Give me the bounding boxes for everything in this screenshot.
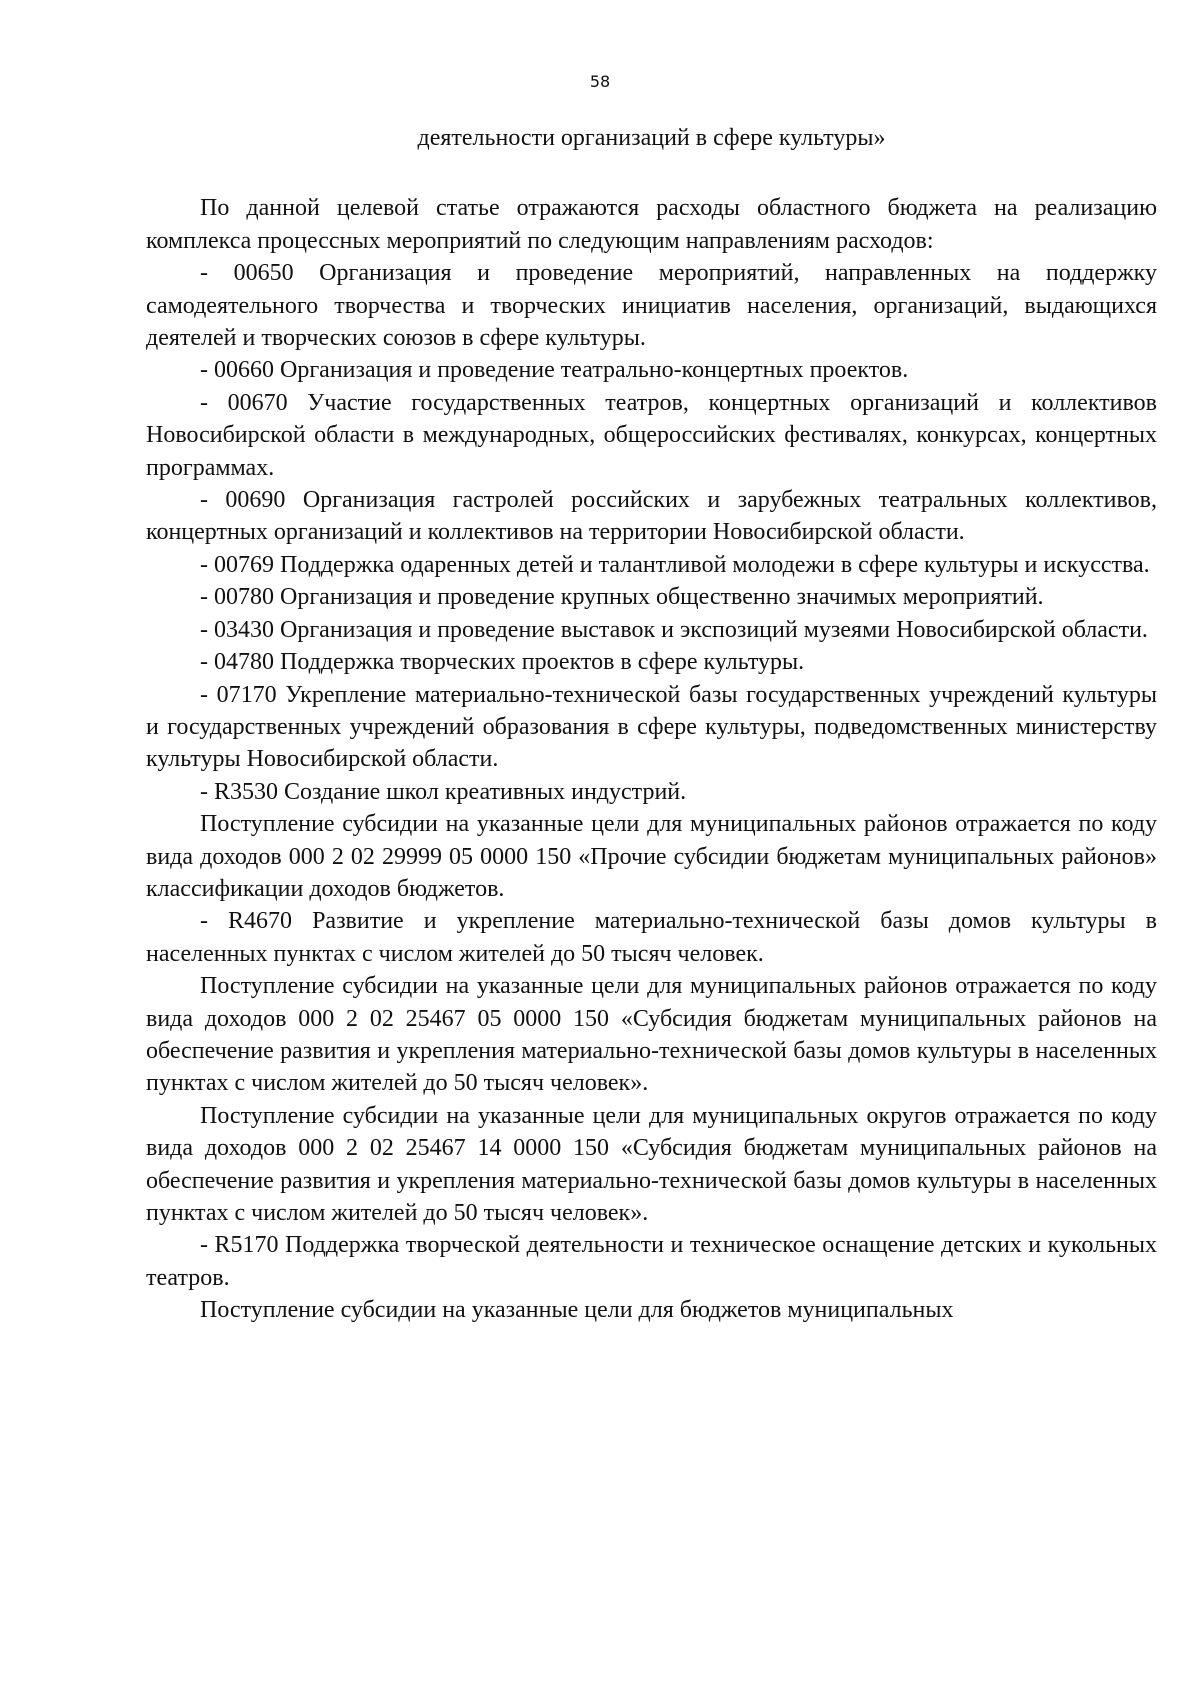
section-heading: деятельности организаций в сфере культуры» [417, 125, 886, 151]
expense-item-00769: - 00769 Поддержка одаренных детей и талантливой молодежи в сфере культуры и искусства. [200, 551, 1150, 578]
page-number: 58 [589, 72, 611, 91]
subsidy-note-r5170: Поступление субсидии на указанные цели для бюджетов муниципальных [200, 1297, 954, 1324]
intro-paragraph: По данной целевой статье отражаются расходы областного бюджета на реализацию комплекса процессных мероприятий по следующим направлениям расходов: [146, 195, 1157, 254]
expense-item-r5170: - R5170 Поддержка творческой деятельности и техническое оснащение детских и кукольных театров. [146, 1232, 1157, 1291]
subsidy-note-r4670-districts: Поступление субсидии на указанные цели для муниципальных районов отражается по коду вида доходов 000 2 02 25467 05 0000 150 «Субсидия бюджетам муниципальных районов на обеспечение развития и укрепления материально-технической базы домов культуры в населенных пунктах с числом жителей до 50 тысяч человек». [146, 973, 1157, 1097]
expense-item-r4670: - R4670 Развитие и укрепление материально-технической базы домов культуры в населенных пунктах с числом жителей до 50 тысяч человек. [146, 908, 1157, 967]
expense-item-00780: - 00780 Организация и проведение крупных общественно значимых мероприятий. [200, 584, 1044, 611]
subsidy-note-r4670-okrugs: Поступление субсидии на указанные цели для муниципальных округов отражается по коду вида доходов 000 2 02 25467 14 0000 150 «Субсидия бюджетам муниципальных районов на обеспечение развития и укрепления материально-технической базы домов культуры в населенных пунктах с числом жителей до 50 тысяч человек». [146, 1102, 1157, 1226]
expense-item-03430: - 03430 Организация и проведение выставок и экспозиций музеями Новосибирской области. [200, 616, 1148, 643]
expense-item-00650: - 00650 Организация и проведение мероприятий, направленных на поддержку самодеятельного творчества и творческих инициатив населения, организаций, выдающихся деятелей и творческих союзов в сфере культуры. [146, 260, 1157, 352]
expense-item-00670: - 00670 Участие государственных театров, концертных организаций и коллективов Новосибирской области в международных, общероссийских фестивалях, конкурсах, концертных программах. [146, 389, 1157, 481]
subsidy-note-r3530: Поступление субсидии на указанные цели для муниципальных районов отражается по коду вида доходов 000 2 02 29999 05 0000 150 «Прочие субсидии бюджетам муниципальных районов» классификации доходов бюджетов. [146, 811, 1157, 902]
expense-item-r3530: - R3530 Создание школ креативных индустрий. [200, 778, 687, 805]
expense-item-00690: - 00690 Организация гастролей российских и зарубежных театральных коллективов, концертных организаций и коллективов на территории Новосибирской области. [146, 487, 1157, 546]
heading-spacer [146, 154, 1157, 192]
document-body [146, 122, 1157, 1327]
expense-item-04780: - 04780 Поддержка творческих проектов в сфере культуры. [200, 649, 805, 676]
expense-item-07170: - 07170 Укрепление материально-технической базы государственных учреждений культуры и государственных учреждений образования в сфере культуры, подведомственных министерству культуры Новосибирской области. [146, 681, 1157, 773]
expense-item-00660: - 00660 Организация и проведение театрально-концертных проектов. [200, 357, 909, 384]
